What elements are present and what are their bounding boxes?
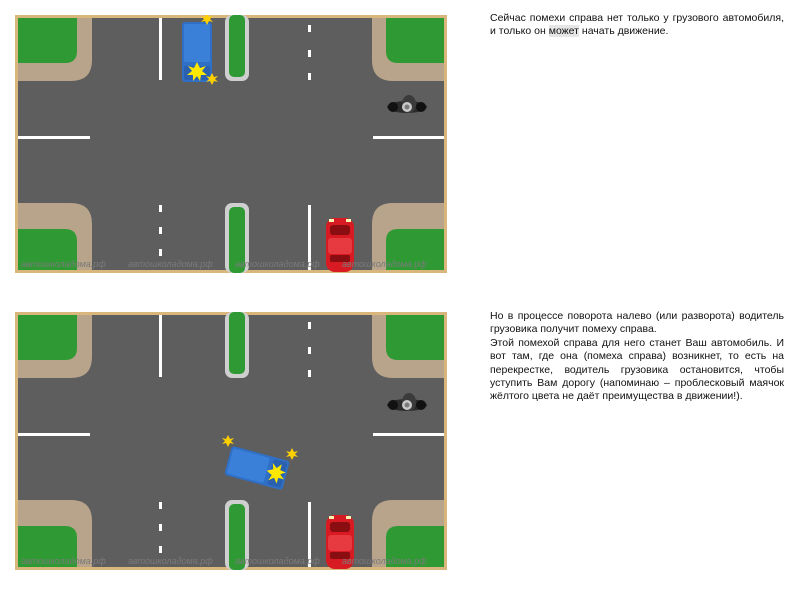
desc2-line2: Этой помехой справа для него станет Ваш автомобиль. И вот там, где она (помеха справа) возникнет, то есть на перекрестке, водитель грузовика остановится, чтобы уступить Вам дорогу (напоминаю – проблесковый маячок жёлтого цвета не даёт преимущества в движении!). xyxy=(490,336,784,403)
desc2-line1: Но в процессе поворота налево (или разворота) водитель грузовика получит помеху справа. xyxy=(490,310,784,336)
desc1-text: Сейчас помехи справа нет только у грузового автомобиля, и только он xyxy=(490,12,784,38)
description-2 xyxy=(490,310,784,404)
svg-text:автошколадома.рф: автошколадома.рф xyxy=(235,259,320,269)
svg-text:автошколадома.рф: автошколадома.рф xyxy=(235,556,320,566)
desc1-text-end: начать движение. xyxy=(578,25,669,38)
intersection-diagram-1 xyxy=(15,15,447,273)
svg-text:автошколадома.рф: автошколадома.рф xyxy=(128,259,213,269)
svg-text:автошколадома.рф: автошколадома.рф xyxy=(342,556,427,566)
svg-text:автошколадома.рф: автошколадома.рф xyxy=(342,259,427,269)
svg-text:автошколадома.рф: автошколадома.рф xyxy=(128,556,213,566)
svg-text:автошколадома.рф: автошколадома.рф xyxy=(21,556,106,566)
intersection-diagram-2 xyxy=(15,312,447,570)
description-1 xyxy=(490,12,784,39)
highlighted-word: может xyxy=(548,25,579,38)
svg-text:автошколадома.рф: автошколадома.рф xyxy=(21,259,106,269)
